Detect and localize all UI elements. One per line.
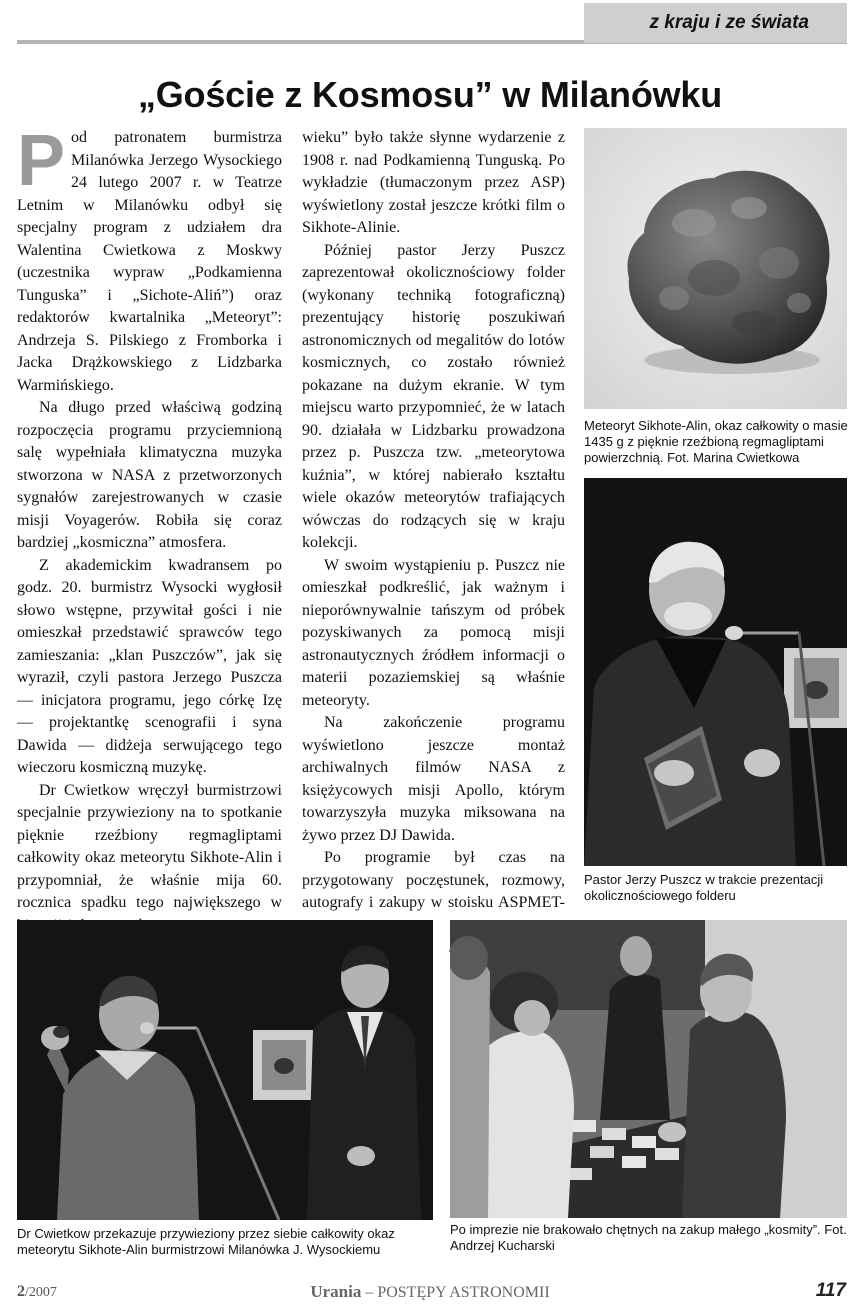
- drop-cap: P: [17, 121, 66, 201]
- article-column-2: [302, 127, 565, 960]
- handover-photo: [17, 920, 433, 1220]
- article-paragraph: Dr Cwietkow wręczył burmistrzowi specjalnie przywieziony na to spotkanie pięknie rzeźbiony regmagliptami całkowity okaz meteorytu Sikhote-Alin i przypomniał, że właśnie mija 60. rocznica spadku tego największego w: [17, 781, 282, 911]
- meteorite-photo-caption: Meteoryt Sikhote-Alin, okaz całkowity o masie 1435 g z pięknie rzeźbioną regmagliptami powierzchnią. Fot. Marina Cwietkowa: [584, 418, 848, 465]
- article-paragraph: Pod patronatem burmistrza Milanówka Jerzego Wysockiego 24 lutego 2007 r. w Teatrze Letnim w Milanówku odbył się specjalny program z udziałem dra Walentina Cwietkowa z Moskwy (uczestnika wypraw „Podkamienna Tunguska” i „Sichote-Aliń”) oraz redaktorów kwartalnika „Meteoryt”: Andrzeja S. Pilskiego z Fromborka i Jacka Drążkowskiego z Lidzbarka Warmińskiego.: [17, 121, 282, 394]
- article-column-1: [17, 121, 282, 1005]
- article-paragraph: Po programie był czas na przygotowany poczęstunek, rozmowy, autografy i zakupy w stoisku ASPMET-: [302, 849, 565, 911]
- crowd-photo-caption: Po imprezie nie brakowało chętnych na zakup małego „kosmity”. Fot. Andrzej Kucharski: [450, 1222, 847, 1253]
- article-paragraph: Na długo przed właściwą godziną rozpoczęcia programu przyciemnioną salę wypełniała klimatyczna muzyka stworzona w NASA z przetworzonych sygnałów zarejestrowanych w czasie misji Voyagerów. Robiła się coraz bardziej „kosmiczna” atmosfera.: [17, 399, 282, 551]
- section-label: z kraju i ze świata: [649, 12, 809, 33]
- article-paragraph: W swoim wystąpieniu p. Puszcz nie omieszkał podkreślić, jak ważnym i nieporównywalnie tańszym od próbek pozyskiwanych za pomocą misji astronautycznych źródłem informacji o materii pozaziemskiej są właśnie meteoryty.: [302, 556, 565, 709]
- article-paragraph: Później pastor Jerzy Puszcz zaprezentował okolicznościowy folder (wykonany techniką fotograficzną) prezentujący historię poszukiwań astronomicznych od megalitów do lotów kosmicznych, co zostało również pokazane na dużym ekranie. W tym miejscu warto przypomnieć, że w latach 90. działała w Lidzbarku prowadzona przez p. Puszcza tzw. „meteorytowa kuźnia”, w której nabierało kształtu wiele okazów meteorytów trafiających wówczas do rodzących się w kraju kolekcji.: [302, 241, 565, 551]
- crowd-photo: [450, 920, 847, 1218]
- meteorite-photo: [584, 128, 847, 409]
- handover-photo-caption: Dr Cwietkow przekazuje przywieziony przez siebie całkowity okaz meteorytu Sikhote-Alin burmistrzowi Milanówka J. Wysockiemu: [17, 1226, 395, 1257]
- pastor-photo-caption: Pastor Jerzy Puszcz w trakcie prezentacji okolicznościowego folderu: [584, 872, 824, 903]
- article-paragraph: Na zakończenie programu wyświetlono jeszcze montaż archiwalnych filmów NASA z księżycowych misji Apollo, którym towarzyszyła muzyka miksowana na żywo przez DJ Dawida.: [302, 714, 565, 844]
- journal-name: Urania – POSTĘPY ASTRONOMII: [310, 1282, 550, 1301]
- article-paragraph: wieku” było także słynne wydarzenie z 1908 r. nad Podkamienną Tunguską. Po wykładzie (tłumaczonym przez ASP) wyświetlony został jeszcze krótki film o Sikhote-Alinie.: [302, 129, 565, 236]
- issue-number: 2/2007: [17, 1283, 57, 1300]
- section-label-tab: [584, 3, 847, 43]
- pastor-photo: [584, 478, 847, 866]
- page-number: 117: [815, 1280, 846, 1301]
- article-paragraph: Z akademickim kwadransem po godz. 20. burmistrz Wysocki wygłosił słowo wstępne, przywitał gości i nie omieszkał przedstawić sprawców tego zamieszania: „klan Puszczów”, jak się wyraził, czyli pastora Jerzego Puszcza — inicjatora programu, jego córkę Izę — projektantkę scenografii i syna Dawida — didżeja serwującego tego wieczoru kosmiczną muzykę.: [17, 556, 282, 776]
- article-title: „Goście z Kosmosu” w Milanówku: [137, 74, 723, 115]
